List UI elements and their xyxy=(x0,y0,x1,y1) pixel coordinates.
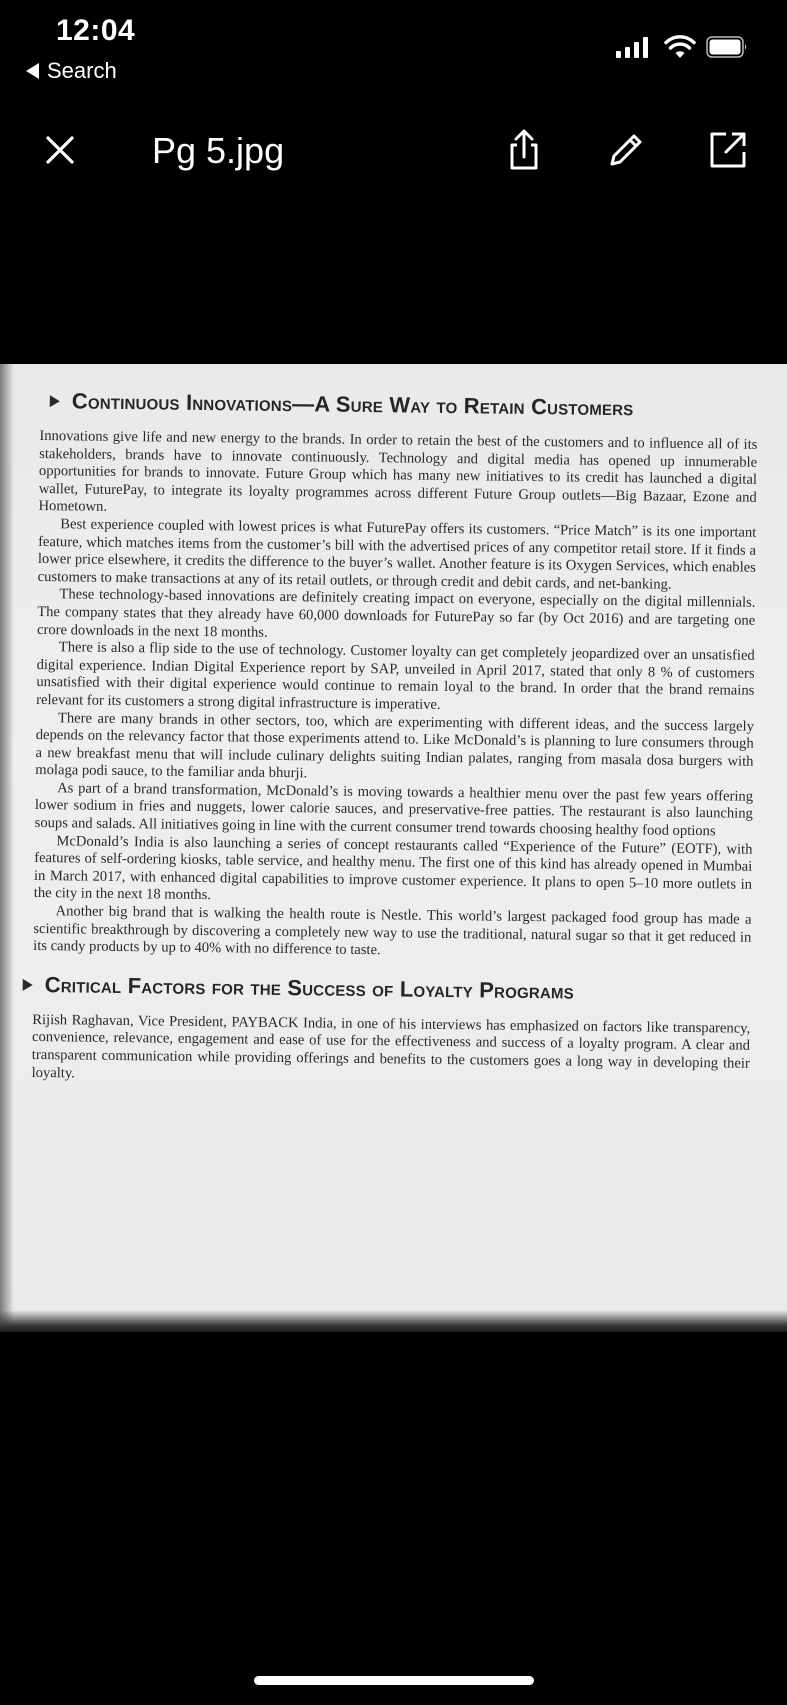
bullet-arrow-icon xyxy=(50,395,60,407)
section-heading-critical-factors xyxy=(23,972,751,1007)
open-external-icon[interactable] xyxy=(706,128,750,172)
section-heading-innovations xyxy=(50,388,758,423)
back-label: Search xyxy=(47,58,117,83)
section-critical-factors xyxy=(32,972,751,1091)
wifi-icon xyxy=(664,34,696,60)
bullet-arrow-icon xyxy=(23,979,33,991)
close-icon[interactable] xyxy=(40,130,80,170)
paragraph: McDonald’s India is also launching a series of concept restaurants called “Experience of the Future” (EOTF), with features of self-ordering kiosks, table service, and healthy menu. The first one of this kind has already opened in Mumbai in March 2017, with enhanced digital capabilities to improve customer experience. It plans to open 5–10 more outlets in the city in the next 18 months. xyxy=(33,832,753,904)
share-icon[interactable] xyxy=(502,128,546,172)
document-image[interactable] xyxy=(0,364,787,1332)
paragraph: There are many brands in other sectors, too, which are experimenting with different ideas, and the success largely depends on the relevancy factor that those experiments attend to. Like McDonald’s is planning to lure consumers through a new breakfast menu that will include culinary delights suiting Indian palates, ranging from masala dosa burgers with molaga podi sauce, to the familiar anda bhurji. xyxy=(35,709,755,782)
status-time: 12:04 xyxy=(56,14,136,47)
paragraph: These technology-based innovations are definitely creating impact on everyone, especially on the digital millennials. The company states that they already have 60,000 downloads for FuturePay so far (by Oct 2016) and are targeting one crore downloads in the next 18 months. xyxy=(36,586,756,641)
paragraph: Another big brand that is walking the health route is Nestle. This world’s largest packaged food group has made a scientific breakthrough by discovering a completely new way to use the traditional, natural sugar so that it get reduced in its candy products by up to 40% with no difference to taste. xyxy=(33,903,752,959)
viewer-toolbar xyxy=(0,110,787,190)
home-indicator[interactable] xyxy=(254,1676,534,1685)
paragraph: Best experience coupled with lowest prices is what FuturePay offers its customers. “Price Match” is its one important feature, which matches items from the customer’s bill with the advertised prices of any competitor retail store. If it finds a lower price elsewhere, it credits the difference to the buyer’s wallet. Another feature is its Oxygen Services, which enables customers to make transactions at any of its retail outlets, or through credit and debit cards, and net-banking. xyxy=(37,516,757,593)
file-title: Pg 5.jpg xyxy=(152,130,285,171)
back-to-search-button[interactable] xyxy=(26,58,117,84)
battery-icon xyxy=(706,36,748,58)
page-edge-shadow xyxy=(0,364,14,1332)
section-heading-text: Critical Factors for the Success of Loyalty Programs xyxy=(44,971,575,1004)
pencil-icon[interactable] xyxy=(604,128,648,172)
paragraph: Innovations give life and new energy to the brands. In order to retain the best of the customers and to influence all of its stakeholders, brands have to innovate continuously. Technology and digital media has opened up innumerable opportunities for brands to innovate. Future Group which has many new initiatives to its credit has launched a digital wallet, FuturePay, to integrate its loyalty programmes across different Future Group outlets—Big Bazaar, Ezone and Hometown. xyxy=(38,427,758,516)
page-content xyxy=(32,388,758,1091)
section-heading-text: Continuous Innovations—A Sure Way to Retain Customers xyxy=(71,388,634,421)
paragraph: There is also a flip side to the use of technology. Customer loyalty can get completely jeopardized over an unsatisfied digital experience. Indian Digital Experience report by SAP, unveiled in April 2017, stated that only 8 % of customers unsatisfied with their digital experience would continue to remain loyal to the brand. In order that the brand remains relevant for its customers a strong digital infrastructure is imperative. xyxy=(36,639,755,713)
paragraph: Rijish Raghavan, Vice President, PAYBACK India, in one of his interviews has emphasized on factors like transparency, convenience, relevance, engagement and ease of use for the effectiveness and success of a loyalty program. A clear and transparent communication while providing offerings and benefits to the customers goes a long way in developing their loyalty. xyxy=(31,1011,751,1082)
back-arrow-icon xyxy=(26,63,39,79)
status-bar xyxy=(0,0,787,90)
cellular-signal-icon xyxy=(616,36,648,58)
paragraph: As part of a brand transformation, McDonald’s is moving towards a healthier menu over the past few years offering lower sodium in fries and nuggets, lower calorie sauces, and preservative-free patties. The restaurant is also launching soups and salads. All initiatives going in line with the current consumer trend towards choosing healthy food options xyxy=(34,780,754,840)
photo-bottom-edge xyxy=(0,1310,787,1332)
